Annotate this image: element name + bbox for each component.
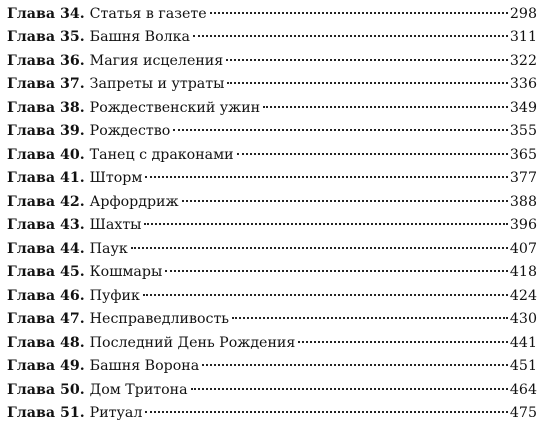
chapter-number: Глава 44. [7,240,85,257]
chapter-title: Несправедливость [89,311,230,328]
dot-leader [165,270,508,272]
chapter-title: Магия исцеления [89,52,224,69]
toc-entry [7,332,537,355]
page-number: 475 [509,404,537,421]
chapter-number: Глава 34. [7,6,85,22]
chapter-number: Глава 42. [7,193,85,210]
dot-leader [173,129,508,131]
dot-leader [232,317,508,319]
page-number: 336 [509,76,537,93]
toc-entry [7,50,537,73]
dot-leader [182,200,508,202]
dot-leader [298,341,508,343]
toc-entry [7,191,537,214]
chapter-title: Рождественский ужин [89,99,261,116]
page-number: 424 [509,287,537,304]
toc-entry [7,26,537,49]
chapter-number: Глава 35. [7,29,85,46]
chapter-number: Глава 37. [7,76,85,93]
toc-entry [7,97,537,120]
page-number: 298 [509,6,537,22]
chapter-number: Глава 51. [7,404,85,421]
page-number: 464 [509,381,537,398]
chapter-title: Последний День Рождения [89,334,296,351]
chapter-title: Танец с драконами [89,146,234,163]
chapter-title: Статья в газете [89,6,207,22]
page-number: 377 [509,170,537,187]
toc-entry [7,285,537,308]
page-number: 407 [509,240,537,257]
chapter-title: Паук [89,240,128,257]
toc-entry [7,238,537,261]
toc-entry [7,379,537,402]
page-number: 365 [509,146,537,163]
page-number: 388 [509,193,537,210]
chapter-number: Глава 45. [7,264,85,281]
page-number: 322 [509,52,537,69]
chapter-number: Глава 43. [7,217,85,234]
page-number: 451 [509,358,537,375]
toc-entry [7,214,537,237]
dot-leader [144,223,507,225]
chapter-number: Глава 48. [7,334,85,351]
chapter-title: Дом Тритона [89,381,188,398]
chapter-number: Глава 50. [7,381,85,398]
chapter-number: Глава 40. [7,146,85,163]
chapter-title: Кошмары [89,264,163,281]
chapter-number: Глава 46. [7,287,85,304]
page-number: 311 [509,29,537,46]
toc-entry [7,3,537,26]
toc-entry [7,402,537,425]
chapter-title: Запреты и утраты [89,76,225,93]
chapter-title: Пуфик [89,287,140,304]
page-number: 418 [509,264,537,281]
chapter-number: Глава 39. [7,123,85,140]
dot-leader [145,176,508,178]
chapter-title: Арфордриж [89,193,179,210]
dot-leader [131,247,508,249]
dot-leader [237,153,508,155]
chapter-number: Глава 38. [7,99,85,116]
toc-entry [7,261,537,284]
dot-leader [202,364,508,366]
toc-entry [7,120,537,143]
toc-entry [7,308,537,331]
chapter-title: Башня Ворона [89,358,200,375]
chapter-number: Глава 41. [7,170,85,187]
table-of-contents [7,3,537,425]
chapter-number: Глава 47. [7,311,85,328]
page-number: 441 [509,334,537,351]
page-number: 349 [509,99,537,116]
dot-leader [226,59,508,61]
toc-entry [7,144,537,167]
chapter-title: Ритуал [89,404,143,421]
toc-entry [7,167,537,190]
page-number: 355 [509,123,537,140]
toc-entry [7,73,537,96]
dot-leader [227,82,508,84]
dot-leader [210,12,508,14]
chapter-title: Рождество [89,123,171,140]
page-number: 430 [509,311,537,328]
dot-leader [145,411,508,413]
dot-leader [191,388,508,390]
chapter-title: Шахты [89,217,142,234]
dot-leader [263,106,508,108]
chapter-number: Глава 49. [7,358,85,375]
page-number: 396 [509,217,537,234]
dot-leader [193,35,508,37]
dot-leader [143,294,508,296]
chapter-number: Глава 36. [7,52,85,69]
toc-entry [7,355,537,378]
chapter-title: Башня Волка [89,29,190,46]
chapter-title: Шторм [89,170,143,187]
